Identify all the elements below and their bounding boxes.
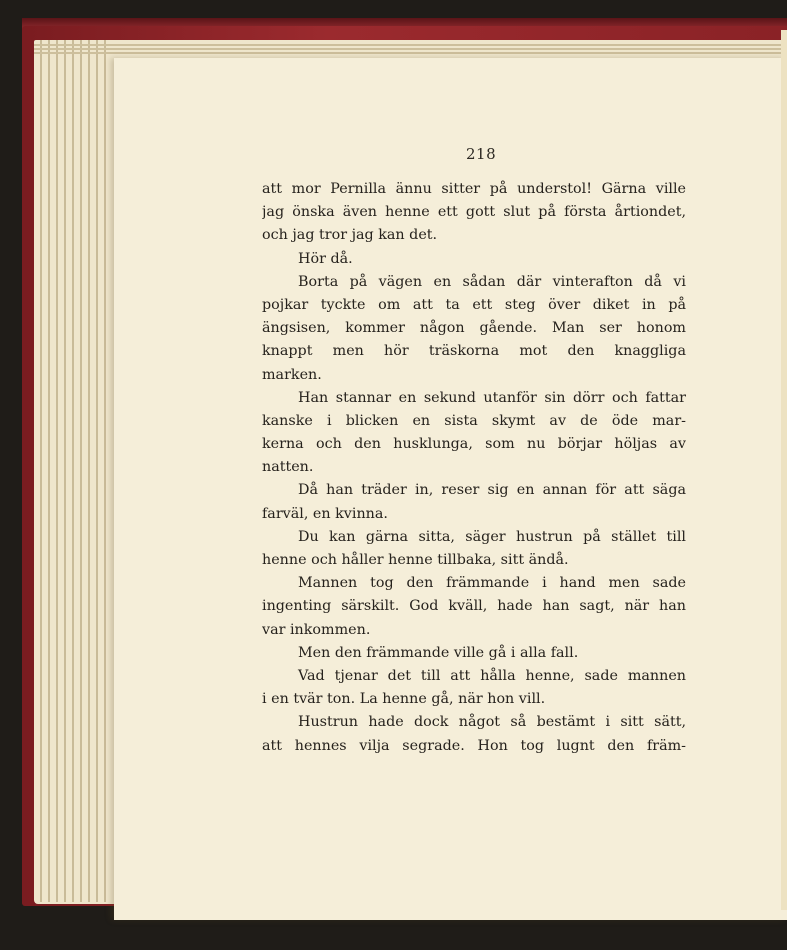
text-line: var inkommen.: [262, 621, 371, 638]
page-edge: [88, 40, 90, 902]
text-line: jag önska även henne ett gott slut på första årtiondet,: [262, 204, 686, 221]
page-top-edge: [34, 52, 787, 54]
text-line: Hör då.: [298, 250, 353, 267]
page-edge: [64, 40, 66, 902]
right-page-edge: [781, 30, 787, 910]
text-line: marken.: [262, 366, 322, 383]
page-edge: [104, 40, 106, 902]
text-line: henne och håller henne tillbaka, sitt ändå.: [262, 552, 569, 568]
text-line: Du kan gärna sitta, säger hustrun på stället till: [298, 528, 686, 545]
text-line: att mor Pernilla ännu sitter på understol! Gärna ville: [262, 181, 686, 197]
page-top-edge: [34, 44, 787, 46]
text-line: ingenting särskilt. God kväll, hade han sagt, när han: [262, 598, 686, 615]
text-line: pojkar tyckte om att ta ett steg över diket in på: [262, 296, 686, 313]
text-line: Vad tjenar det till att hålla henne, sade mannen: [298, 667, 686, 684]
page-edge: [80, 40, 82, 902]
page-top-edge: [34, 48, 787, 50]
text-line: Borta på vägen en sådan där vinterafton då vi: [298, 273, 686, 290]
page-edge: [72, 40, 74, 902]
text-line: kerna och den husklunga, som nu börjar höljas av: [262, 436, 686, 453]
text-line: Han stannar en sekund utanför sin dörr och fattar: [298, 389, 686, 406]
page-number: 218: [466, 145, 497, 163]
text-line: Men den främmande ville gå i alla fall.: [298, 644, 579, 661]
text-line: att hennes vilja segrade. Hon tog lugnt den främ-: [262, 737, 686, 754]
body-text: [262, 178, 686, 758]
text-line: natten.: [262, 459, 314, 476]
text-line: ängsisen, kommer någon gående. Man ser honom: [262, 320, 686, 337]
text-line: i en tvär ton. La henne gå, när hon vill.: [262, 691, 546, 708]
page-edge: [48, 40, 50, 902]
page-edge: [56, 40, 58, 902]
text-line: farväl, en kvinna.: [262, 505, 388, 522]
page-edge: [96, 40, 98, 902]
page-edge: [40, 40, 42, 902]
text-line: knappt men hör träskorna mot den knaggliga: [262, 343, 686, 360]
text-line: och jag tror jag kan det.: [262, 227, 438, 244]
text-line: Mannen tog den främmande i hand men sade: [298, 575, 686, 592]
text-line: Då han träder in, reser sig en annan för att säga: [298, 482, 686, 499]
text-line: kanske i blicken en sista skymt av de öde mar-: [262, 412, 686, 429]
text-line: Hustrun hade dock något så bestämt i sitt sätt,: [298, 714, 686, 731]
